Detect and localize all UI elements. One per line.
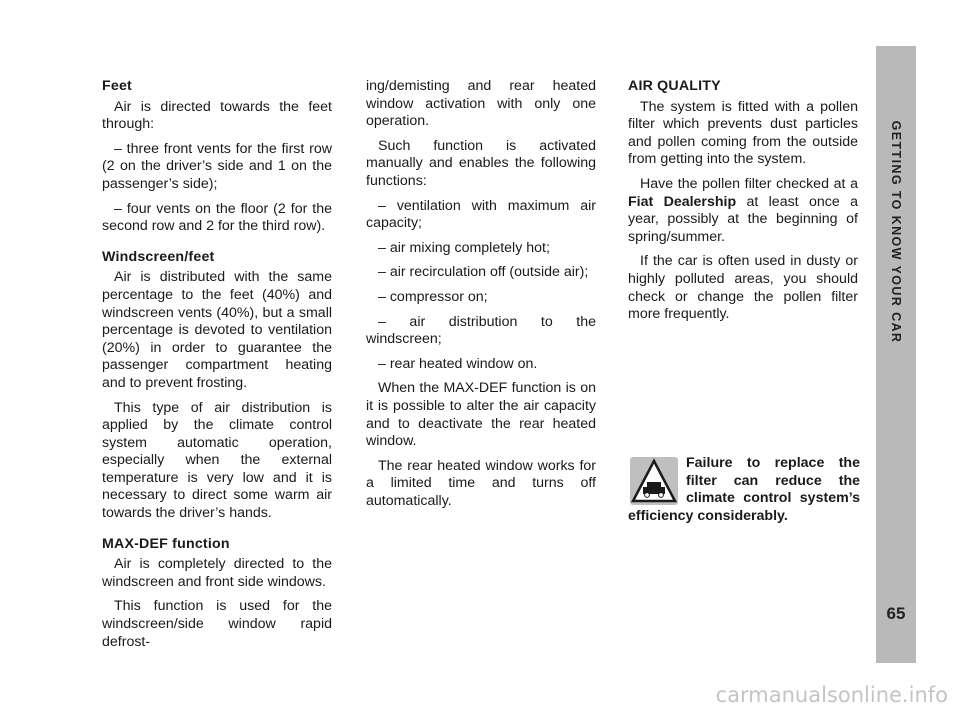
text-column-1 [102,78,332,658]
list-item: – rear heated window on. [378,355,538,372]
list-item: – compressor on; [378,288,488,305]
paragraph: Air is completely directed to the windscreen and front side windows. [102,556,332,590]
heading-maxdef-function: MAX-DEF function [102,535,230,552]
heading-feet: Feet [102,78,132,94]
list-item: – air distribution to the windscreen; [366,313,596,348]
warning-note [628,455,860,525]
paragraph: ing/demisting and rear heated window activation with only one operation. [366,78,596,130]
paragraph: Such function is activated manually and enables the following functions: [366,137,596,189]
paragraph [628,176,858,246]
list-item: – air mixing completely hot; [378,239,550,256]
text-column-2 [366,78,596,517]
page-number: 65 [886,604,906,623]
warning-car-icon [630,457,678,505]
section-sidebar [876,46,916,663]
text: Have the pollen filter checked at a [640,175,858,192]
paragraph: When the MAX-DEF function is on it is possible to alter the air capacity and to deactivate the rear heated window. [366,380,596,450]
text-column-3 [628,78,858,331]
paragraph: The system is fitted with a pollen filter which prevents dust particles and pollen coming from the outside from getting into the system. [628,98,858,168]
dealership-bold: Fiat Dealership [628,193,737,210]
paragraph: Air is directed towards the feet through: [102,98,332,133]
section-title: GETTING TO KNOW YOUR CAR [889,120,903,344]
heading-air-quality: AIR QUALITY [628,78,721,94]
list-item: – air recirculation off (outside air); [378,264,589,281]
paragraph: – four vents on the floor (2 for the second row and 2 for the third row). [102,200,332,235]
list-item: – ventilation with maximum air capacity; [366,197,596,232]
paragraph: Air is distributed with the same percentage to the feet (40%) and windscreen vents (40%), but a small percentage is devoted to ventilation (20%) in order to guarantee the passenger compartment heating and to prevent frosting. [102,269,332,391]
watermark: carmanualsonline.info [715,683,948,707]
paragraph: – three front vents for the first row (2 on the driver’s side and 1 on the passenger’s side); [102,140,332,192]
paragraph: The rear heated window works for a limited time and turns off automatically. [366,457,596,509]
warning-text: Failure to replace the filter can reduce the climate control system’s efficiency considerably. [628,455,860,524]
paragraph: This function is used for the windscreen/side window rapid defrost- [102,598,332,650]
heading-windscreen-feet: Windscreen/feet [102,248,215,265]
paragraph: This type of air distribution is applied by the climate control system automatic operation, especially when the external temperature is very low and it is necessary to direct some warm air towards the driver’s hands. [102,399,332,522]
text: at least once a year, possibly at the beginning of spring/summer. [628,193,858,245]
paragraph: If the car is often used in dusty or highly polluted areas, you should check or change the pollen filter more frequently. [628,253,858,323]
